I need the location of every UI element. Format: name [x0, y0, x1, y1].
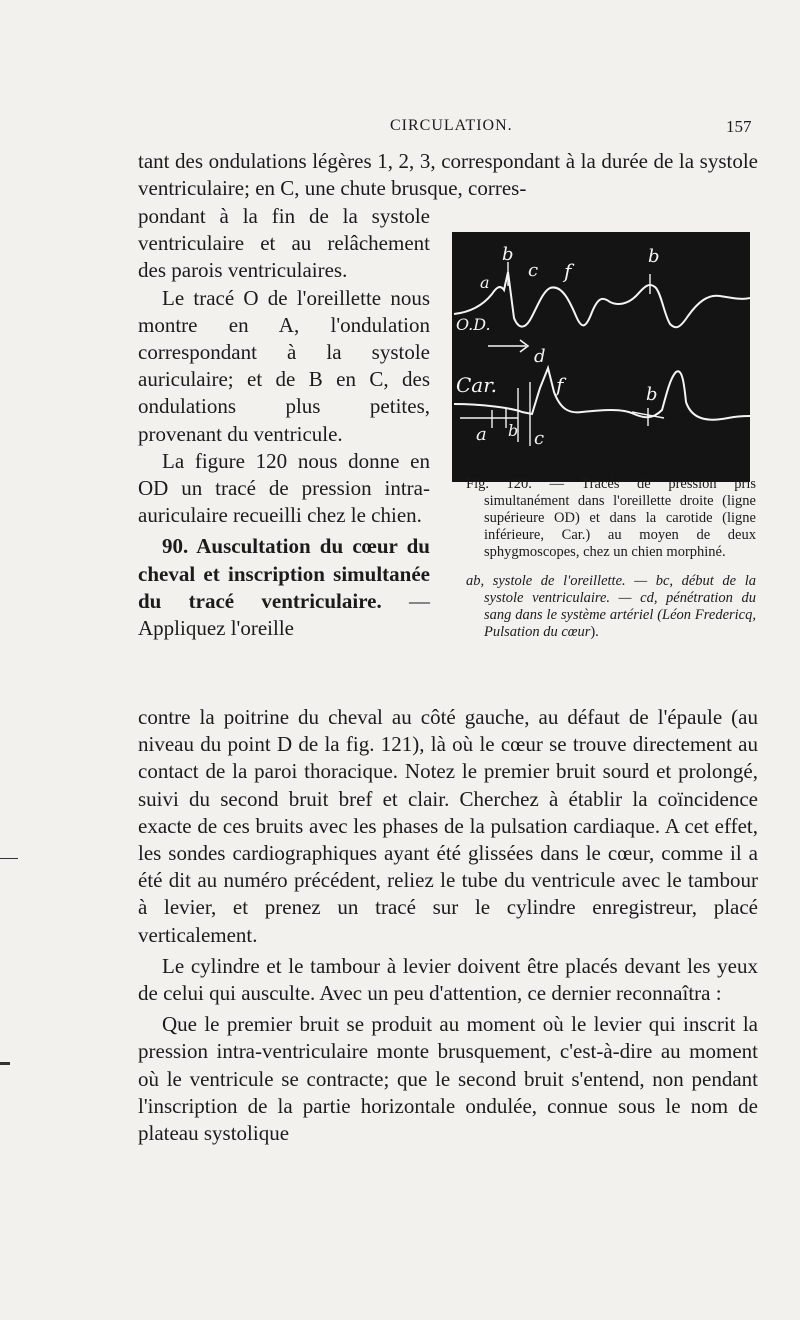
label-b-bottom: b — [646, 384, 658, 405]
label-a-top: a — [480, 273, 490, 292]
paragraph-1-full — [138, 148, 758, 202]
label-c-bottom: c — [534, 428, 545, 449]
label-f-bottom: f — [556, 373, 564, 397]
section-lead: — Appliquez l'oreille — [138, 588, 430, 641]
caption-note-start: ab, systole de l'oreillette. — bc, début de la systole ventriculaire. — cd, pénétration du sang dans le système artériel (Léon Fredericq, — [466, 573, 756, 623]
section-90 — [138, 533, 430, 642]
label-f-top: f — [564, 259, 572, 283]
narrow-column — [138, 203, 430, 642]
label-b-top-2: b — [648, 246, 660, 267]
caption-main: Fig. 120. — Tracés de pression pris simultanément dans l'oreillette droite (ligne supérieure OD) et dans la carotide (ligne inférieure, Car.) au moyen de deux sphygmoscopes, chez un chien morphiné. — [466, 476, 756, 560]
caption-note-end: ). — [590, 624, 599, 640]
caption-note-italic: Pulsation du cœur — [484, 624, 591, 640]
paragraph-1-end: pondant à la fin de la systole ventriculaire et au relâchement des parois ventriculaires. — [138, 204, 430, 283]
label-b-top-1: b — [502, 244, 514, 265]
section-heading: 90. Auscultation du cœur du cheval et inscription simultanée du tracé ventriculaire. — [138, 534, 430, 613]
trace-od — [454, 272, 750, 327]
label-c-top: c — [528, 260, 539, 281]
page-number: 157 — [726, 117, 752, 136]
trace-car — [454, 368, 750, 420]
label-d-bottom: d — [534, 346, 546, 367]
paragraph-6: Que le premier bruit se produit au moment où le levier qui inscrit la pression intra-ventriculaire monte brusquement, c'est-à-dire au moment où le ventricule se contracte; que le second bruit s'entend, non pendant l'inscription de la partie horizontale ondulée, connue sous le nom de plateau systolique — [138, 1012, 758, 1146]
paragraph-1-start: tant des ondulations légères 1, 2, 3, correspondant à la durée de la systole ventriculaire; en C, une chute brusque, corres- — [138, 149, 758, 201]
full-width-text — [138, 704, 758, 1147]
pressure-trace-image — [452, 232, 750, 482]
margin-mark — [0, 1062, 10, 1065]
label-b-bottom-2: b — [508, 421, 519, 440]
label-a-bottom: a — [476, 424, 487, 445]
paragraph-4: contre la poitrine du cheval au côté gauche, au défaut de l'épaule (au niveau du point D de la fig. 121), là où le cœur se trouve directement au contact de la paroi thoracique. Notez le premier bruit sourd et prolongé, suivi du second bruit bref et clair. Cherchez à établir la coïncidence exacte de ces bruits avec les phases de la pulsation cardiaque. A cet effet, les sondes cardiographiques ayant été glissées dans le cœur, comme il a été dit au numéro précédent, reliez le tube du ventricule avec le tambour à levier, et prenez un tracé sur le cylindre enregistreur, placé verticalement. — [138, 705, 758, 947]
figure-120 — [452, 232, 750, 482]
paragraph-3: La figure 120 nous donne en OD un tracé de pression intra-auriculaire recueilli chez le chien. — [138, 448, 430, 528]
paragraph-2: Le tracé O de l'oreillette nous montre en A, l'ondulation correspondant à la systole auriculaire; et de B en C, des ondulations plus petites, provenant du ventricule. — [138, 285, 430, 446]
figure-caption — [466, 476, 756, 641]
caption-note — [466, 573, 756, 641]
running-title: CIRCULATION. — [390, 117, 513, 134]
label-od: O.D. — [456, 315, 491, 334]
label-car: Car. — [456, 373, 497, 397]
paragraph-5: Le cylindre et le tambour à levier doivent être placés devant les yeux de celui qui ausculte. Avec un peu d'attention, ce dernier reconnaîtra : — [138, 953, 758, 1006]
running-head — [0, 117, 800, 139]
margin-mark — [0, 858, 18, 859]
